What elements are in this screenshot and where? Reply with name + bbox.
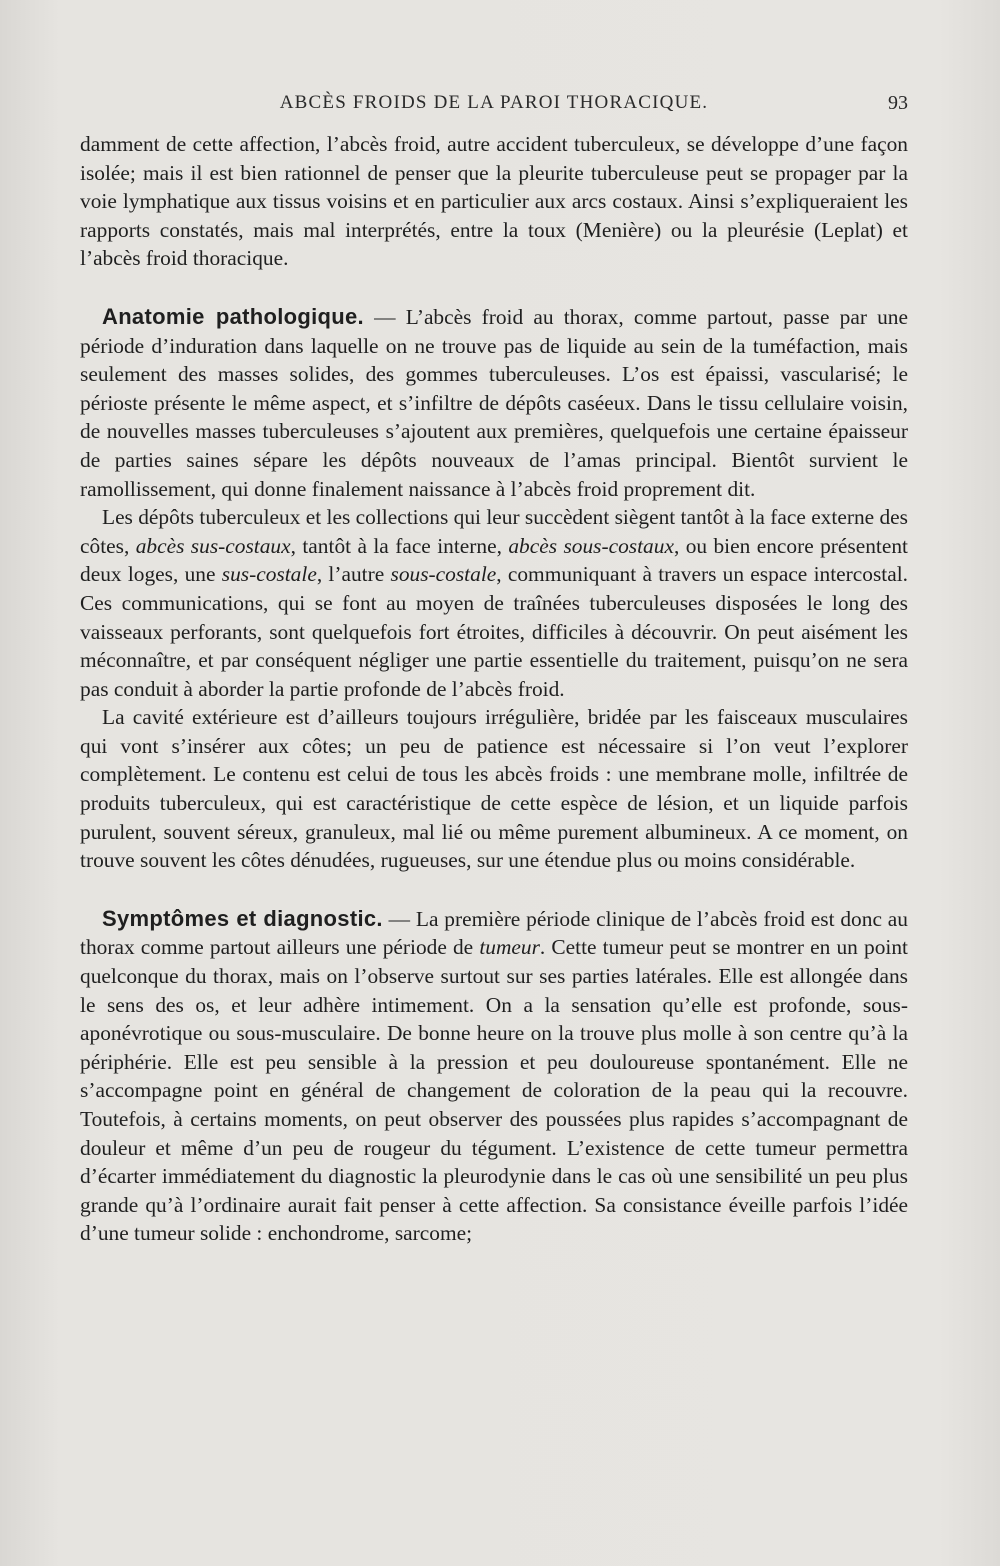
page-number: 93	[888, 92, 908, 114]
paragraph-anatomie-pathologique	[80, 303, 908, 503]
text-run: . Cette tumeur peut se montrer en un point quelconque du thorax, mais on l’observe surtout sur ses parties latérales. Elle est allongée dans le sens des os, et leur adhère intimement. On a la sensation qu’elle est profonde, sous-aponévrotique ou sous-musculaire. De bonne heure on la trouve plus molle à son centre qu’à la périphérie. Elle est peu sensible à la pression et peu douloureuse spontanément. Elle ne s’accompagne point en général de changement de coloration de la peau qui la recouvre. Toutefois, à certains moments, on peut observer des poussées plus rapides s’accompagnant de douleur et même d’un peu de rougeur du tégument. L’existence de cette tumeur permettra d’écarter immédiatement du diagnostic la pleurodynie dans le cas où une sensibilité un peu plus grande qu’à l’ordinaire aurait fait penser à cette affection. Sa consistance éveille parfois l’idée d’une tumeur solide : enchondrome, sarcome;	[80, 935, 908, 1246]
italic-term: tumeur	[479, 935, 540, 960]
page-header	[80, 92, 908, 122]
text-run: — La première période clinique de l’abcès froid est donc au thorax comme partout ailleurs une période de	[80, 906, 908, 960]
text-run: — L’abcès froid au thorax, comme partout, passe par une période d’induration dans laquelle on ne trouve pas de liquide au sein de la tuméfaction, mais seulement des masses solides, des gommes tuberculeuses. L’os est épaissi, vascularisé; le périoste présente le même aspect, et s’infiltre de dépôts caséeux. Dans le tissu cellulaire voisin, de nouvelles masses tuberculeuses s’ajoutent aux premières, quelquefois une certaine épaisseur de parties saines sépare les dépôts nouveaux de l’amas principal. Bientôt survient le ramollissement, qui donne finalement naissance à l’abcès froid proprement dit.	[80, 304, 908, 501]
section-heading: Anatomie pathologique.	[102, 303, 364, 329]
body-text	[80, 130, 908, 1248]
text-run: , communiquant à travers un espace intercostal. Ces communications, qui se font au moyen de traînées tuberculeuses disposées le long des vaisseaux perforants, sont quelquefois fort étroites, difficiles à découvrir. On peut aisément les méconnaître, et par conséquent négliger une partie essentielle du traitement, puisqu’on ne sera pas conduit à aborder la partie profonde de l’abcès froid.	[80, 562, 909, 701]
italic-term: abcès sus-costaux	[135, 533, 291, 558]
italic-term: abcès sous-costaux	[508, 533, 674, 558]
text-run: , l’autre	[316, 562, 391, 587]
paragraph-continuation	[80, 130, 908, 273]
italic-term: sus-costale	[221, 562, 317, 587]
paragraph-depots-tuberculeux	[80, 503, 908, 703]
section-heading: Symptômes et diagnostic.	[102, 905, 383, 931]
text-run: La cavité extérieure est d’ailleurs toujours irrégulière, bridée par les faisceaux musculaires qui vont s’insérer aux côtes; un peu de patience est nécessaire si l’on veut l’explorer complètement. Le contenu est celui de tous les abcès froids : une membrane molle, infiltrée de produits tuberculeux, qui est caractéristique de cette espèce de lésion, et un liquide parfois purulent, souvent séreux, granuleux, mal lié ou même purement albumineux. A ce moment, on trouve souvent les côtes dénudées, rugueuses, sur une étendue plus ou moins considérable.	[80, 705, 908, 873]
paragraph-symptomes-diagnostic	[80, 905, 908, 1248]
text-run: Les dépôts tuberculeux et les collections qui leur succèdent siègent tantôt à la face externe des côtes,	[80, 505, 908, 558]
text-run: , ou bien encore présentent deux loges, une	[80, 533, 909, 587]
paragraph-cavite-exterieure	[80, 703, 908, 875]
text-run: damment de cette affection, l’abcès froid, autre accident tuberculeux, se développe d’une façon isolée; mais il est bien rationnel de penser que la pleurite tuberculeuse peut se propager par la voie lymphatique aux tissus voisins et en particulier aux arcs costaux. Ainsi s’expliqueraient les rapports constatés, mais mal interprétés, entre la toux (Menière) ou la pleurésie (Leplat) et l’abcès froid thoracique.	[80, 132, 908, 271]
running-title: ABCÈS FROIDS DE LA PAROI THORACIQUE.	[279, 92, 709, 113]
text-run: , tantôt à la face interne,	[290, 533, 509, 558]
italic-term: sous-costale	[390, 562, 497, 587]
